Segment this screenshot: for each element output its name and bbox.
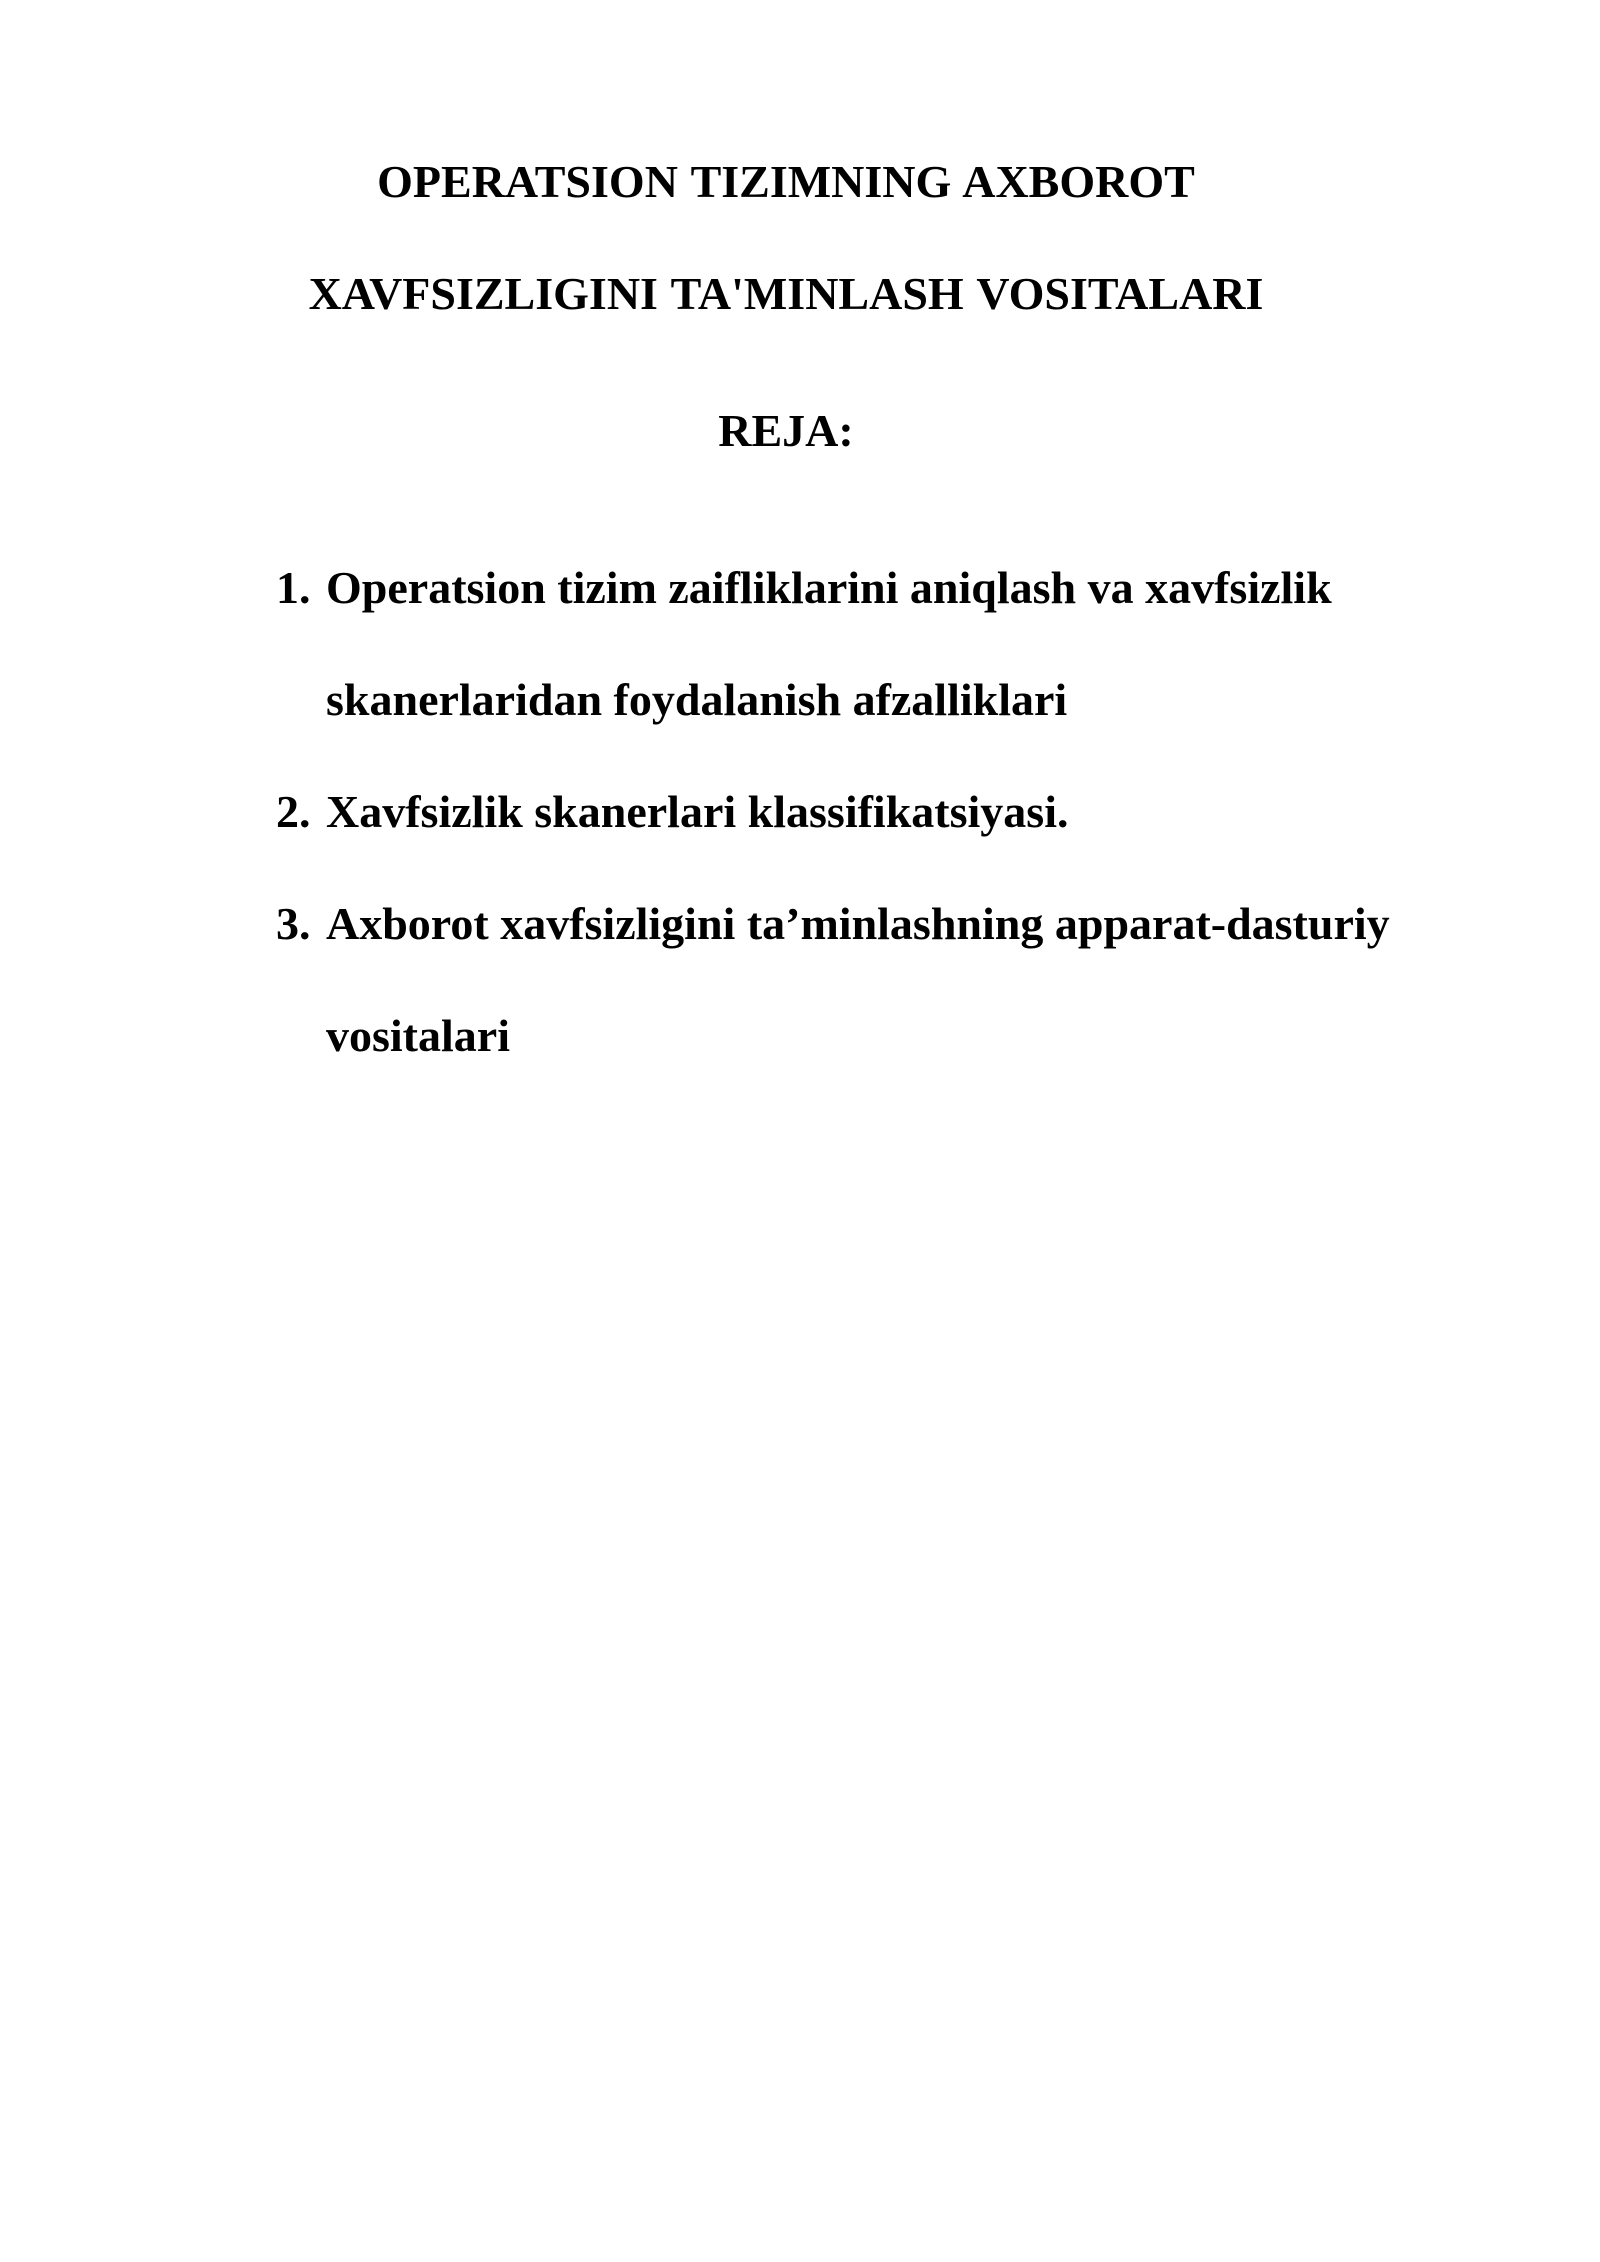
plan-item-text: Operatsion tizim zaifliklarini aniqlash va xavfsizlik skanerlaridan foydalanish afzalliklari xyxy=(326,562,1332,725)
plan-item-number: 2. xyxy=(276,786,311,837)
document-title-line-1: OPERATSION TIZIMNING AXBOROT xyxy=(377,156,1195,207)
plan-item-2 xyxy=(276,756,1476,868)
plan-heading: REJA: xyxy=(718,405,854,456)
plan-list xyxy=(276,532,1476,1092)
plan-item-1 xyxy=(276,532,1476,756)
plan-item-number: 3. xyxy=(276,898,311,949)
plan-item-text: Xavfsizlik skanerlari klassifikatsiyasi. xyxy=(326,786,1069,837)
plan-item-3 xyxy=(276,868,1476,1092)
plan-item-text: Axborot xavfsizligini ta’minlashning apparat-dasturiy vositalari xyxy=(326,898,1390,1061)
document-title-line-2: XAVFSIZLIGINI TA'MINLASH VOSITALARI xyxy=(308,268,1264,319)
plan-item-number: 1. xyxy=(276,562,311,613)
